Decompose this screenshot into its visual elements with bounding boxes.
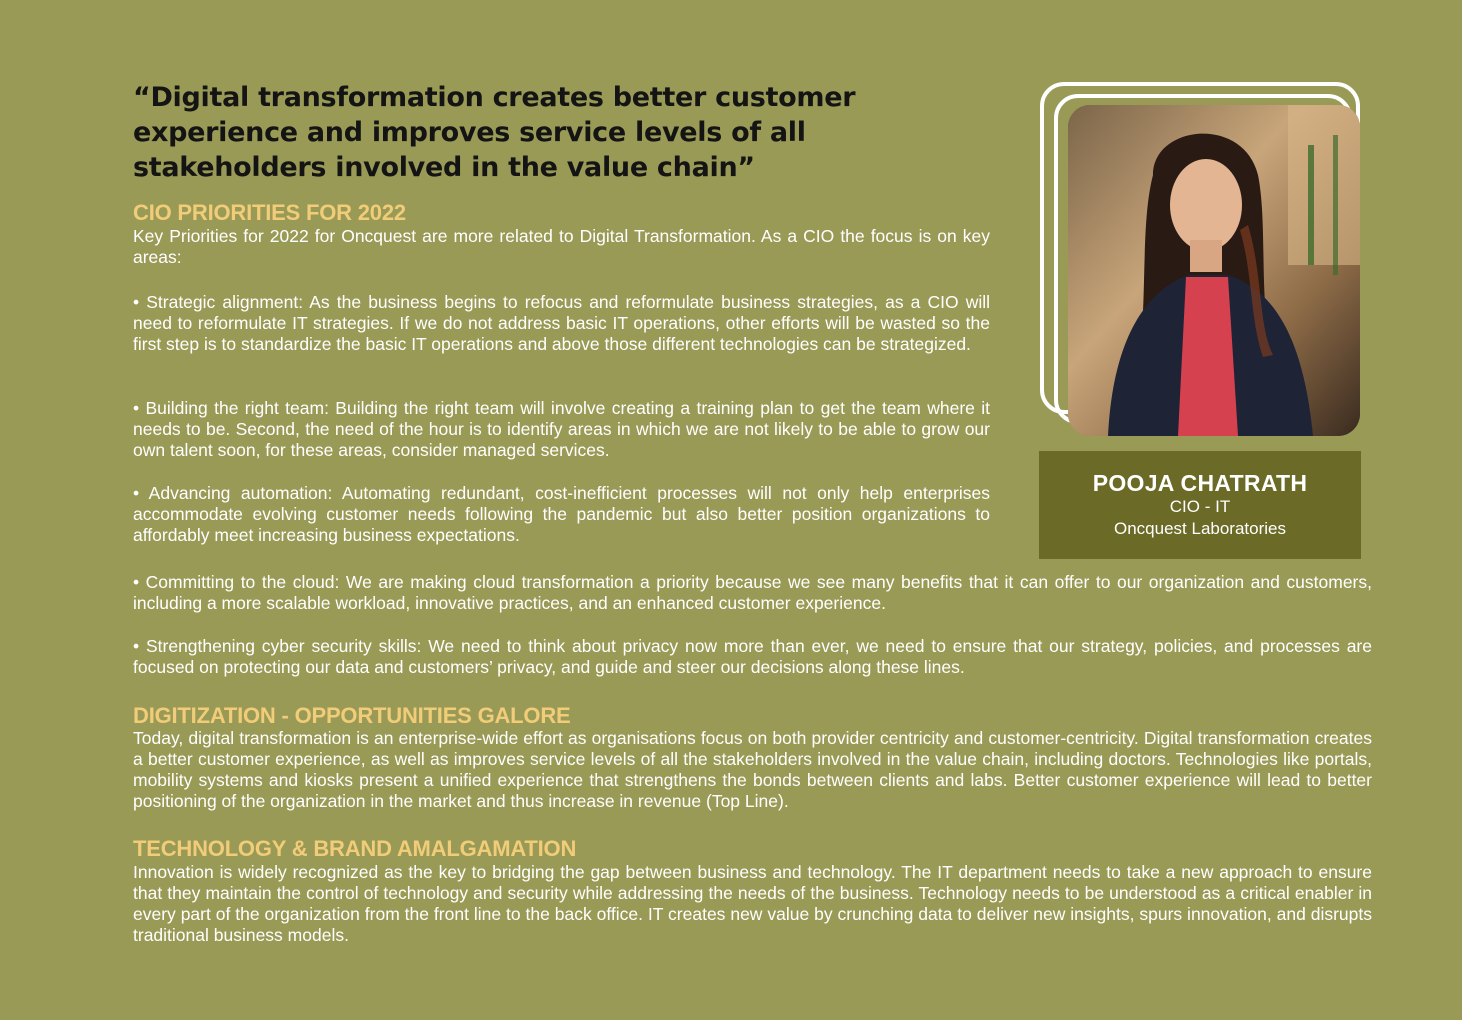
profile-caption	[1039, 451, 1361, 559]
profile-photo	[1068, 105, 1360, 436]
heading-cio-priorities: CIO PRIORITIES FOR 2022	[133, 200, 406, 225]
profile-role: CIO - IT	[1169, 497, 1231, 516]
profile-organization: Oncquest Laboratories	[1114, 519, 1286, 538]
heading-technology-brand: TECHNOLOGY & BRAND AMALGAMATION	[133, 836, 577, 861]
bullet-cyber-security: • Strengthening cyber security skills: We need to think about privacy now more than ever, we need to ensure that our strategy, policies, and processes are focused on protecting our data and customers’ privacy, and guide and steer our decisions along these lines.	[133, 636, 1372, 677]
priorities-intro: Key Priorities for 2022 for Oncquest are more related to Digital Transformation. As a CIO the focus is on key areas:	[133, 226, 990, 267]
digitization-body: Today, digital transformation is an enterprise-wide effort as organisations focus on both provider centricity and customer-centricity. Digital transformation creates a better customer experience, as well as improves service levels of all the stakeholders involved in the value chain, including doctors. Technologies like portals, mobility systems and kiosks present a unified experience that strengthens the bonds between clients and labs. Better customer experience will lead to better positioning of the organization in the market and thus increase in revenue (Top Line).	[133, 728, 1372, 811]
portrait-illustration	[1068, 105, 1360, 436]
bullet-cloud: • Committing to the cloud: We are making cloud transformation a priority because we see many benefits that it can offer to our organization and customers, including a more scalable workload, innovative practices, and an enhanced customer experience.	[133, 572, 1372, 613]
bullet-building-team: • Building the right team: Building the right team will involve creating a training plan to get the team where it needs to be. Second, the need of the hour is to identify areas in which we are not likely to be able to grow our own talent soon, for these areas, consider managed services.	[133, 398, 990, 460]
bullet-strategic-alignment: • Strategic alignment: As the business begins to refocus and reformulate business strategies, as a CIO will need to reformulate IT strategies. If we do not address basic IT operations, other efforts will be wasted so the first step is to standardize the basic IT operations and above those different technologies can be strategized.	[133, 292, 990, 354]
pull-quote: “Digital transformation creates better customer experience and improves service levels of all stakeholders involved in the value chain”	[133, 82, 856, 183]
heading-digitization: DIGITIZATION - OPPORTUNITIES GALORE	[133, 703, 571, 728]
bullet-advancing-automation: • Advancing automation: Automating redundant, cost-inefficient processes will not only help enterprises accommodate evolving customer needs following the pandemic but also better position organizations to affordably meet increasing business expectations.	[133, 483, 990, 545]
profile-name: POOJA CHATRATH	[1092, 470, 1308, 496]
technology-body: Innovation is widely recognized as the key to bridging the gap between business and technology. The IT department needs to take a new approach to ensure that they maintain the control of technology and security while addressing the needs of the business. Technology needs to be understood as a critical enabler in every part of the organization from the front line to the back office. IT creates new value by crunching data to deliver new insights, spurs innovation, and disrupts traditional business models.	[133, 862, 1372, 945]
